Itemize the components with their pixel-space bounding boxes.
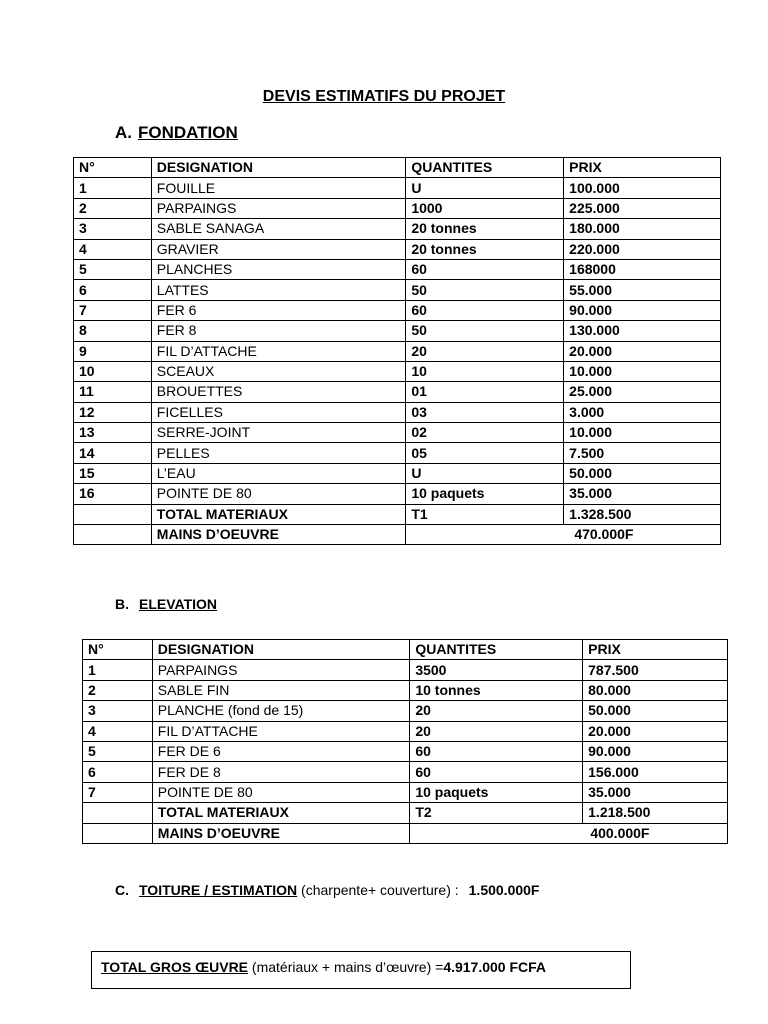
total-materials-code: T2 (410, 803, 583, 823)
table-row (83, 741, 728, 761)
row-number: 15 (74, 463, 152, 483)
section-c-heading (115, 882, 539, 898)
row-number: 1 (74, 178, 152, 198)
price-cell: 7.500 (564, 443, 721, 463)
table-row (74, 341, 721, 361)
designation-cell: FOUILLE (151, 178, 406, 198)
price-cell: 220.000 (564, 239, 721, 259)
row-number: 16 (74, 484, 152, 504)
column-header: QUANTITES (410, 640, 583, 660)
designation-cell: SABLE SANAGA (151, 219, 406, 239)
price-cell: 35.000 (583, 782, 728, 802)
designation-cell: SERRE-JOINT (151, 423, 406, 443)
quantity-cell: 60 (410, 762, 583, 782)
labor-value: 400.000F (410, 823, 728, 843)
total-materials-label: TOTAL MATERIAUX (152, 803, 410, 823)
designation-cell: POINTE DE 80 (152, 782, 410, 802)
table-row (74, 280, 721, 300)
section-c-label: TOITURE / ESTIMATION (139, 882, 298, 898)
designation-cell: FER DE 6 (152, 741, 410, 761)
quantity-cell: 20 tonnes (406, 239, 564, 259)
designation-cell: PELLES (151, 443, 406, 463)
quantity-cell: 10 paquets (410, 782, 583, 802)
table-row (74, 484, 721, 504)
column-header: N° (83, 640, 153, 660)
price-cell: 50.000 (583, 701, 728, 721)
row-number: 3 (83, 701, 153, 721)
price-cell: 130.000 (564, 321, 721, 341)
grand-total-box (91, 951, 631, 989)
column-header: N° (74, 158, 152, 178)
row-number: 9 (74, 341, 152, 361)
price-cell: 80.000 (583, 680, 728, 700)
grand-total-label: TOTAL GROS ŒUVRE (101, 959, 249, 975)
elevation-table-body (83, 640, 728, 844)
document-title: DEVIS ESTIMATIFS DU PROJET (262, 88, 506, 105)
quantity-cell: U (406, 463, 564, 483)
quantity-cell: 20 (410, 721, 583, 741)
quantity-cell: 20 (410, 701, 583, 721)
price-cell: 225.000 (564, 198, 721, 218)
empty-cell (83, 803, 153, 823)
quantity-cell: 1000 (406, 198, 564, 218)
price-cell: 180.000 (564, 219, 721, 239)
section-c-value: 1.500.000F (468, 882, 540, 898)
elevation-table (82, 639, 728, 844)
row-number: 13 (74, 423, 152, 443)
price-cell: 90.000 (564, 300, 721, 320)
labor-row (74, 525, 721, 545)
table-row (83, 660, 728, 680)
row-number: 6 (83, 762, 153, 782)
designation-cell: FER DE 8 (152, 762, 410, 782)
labor-label: MAINS D’OEUVRE (152, 823, 410, 843)
price-cell: 20.000 (564, 341, 721, 361)
labor-label: MAINS D’OEUVRE (151, 525, 406, 545)
table-row (83, 701, 728, 721)
empty-cell (74, 504, 152, 524)
fondation-table (73, 157, 721, 545)
quantity-cell: 20 tonnes (406, 219, 564, 239)
section-a-label: FONDATION (138, 123, 238, 142)
column-header: PRIX (564, 158, 721, 178)
designation-cell: BROUETTES (151, 382, 406, 402)
price-cell: 25.000 (564, 382, 721, 402)
price-cell: 168000 (564, 259, 721, 279)
price-cell: 10.000 (564, 423, 721, 443)
empty-cell (83, 823, 153, 843)
designation-cell: PLANCHES (151, 259, 406, 279)
designation-cell: SABLE FIN (152, 680, 410, 700)
table-row (74, 321, 721, 341)
designation-cell: PARPAINGS (152, 660, 410, 680)
price-cell: 20.000 (583, 721, 728, 741)
row-number: 12 (74, 402, 152, 422)
row-number: 7 (74, 300, 152, 320)
price-cell: 50.000 (564, 463, 721, 483)
quantity-cell: 20 (406, 341, 564, 361)
quantity-cell: 10 (406, 361, 564, 381)
designation-cell: FER 6 (151, 300, 406, 320)
table-row (74, 382, 721, 402)
column-header: QUANTITES (406, 158, 564, 178)
row-number: 5 (74, 259, 152, 279)
quantity-cell: 3500 (410, 660, 583, 680)
section-b-heading (115, 596, 217, 612)
quantity-cell: 10 tonnes (410, 680, 583, 700)
table-row (74, 300, 721, 320)
row-number: 10 (74, 361, 152, 381)
price-cell: 10.000 (564, 361, 721, 381)
table-row (74, 423, 721, 443)
price-cell: 787.500 (583, 660, 728, 680)
quantity-cell: U (406, 178, 564, 198)
table-header-row (83, 640, 728, 660)
section-b-label: ELEVATION (139, 596, 218, 612)
designation-cell: PARPAINGS (151, 198, 406, 218)
row-number: 2 (83, 680, 153, 700)
section-b-letter: B. (115, 596, 129, 612)
quantity-cell: 60 (406, 300, 564, 320)
table-row (74, 463, 721, 483)
designation-cell: PLANCHE (fond de 15) (152, 701, 410, 721)
quantity-cell: 60 (406, 259, 564, 279)
row-number: 8 (74, 321, 152, 341)
row-number: 4 (83, 721, 153, 741)
price-cell: 100.000 (564, 178, 721, 198)
grand-total-detail: (matériaux + mains d’œuvre) = (251, 959, 444, 975)
table-row (74, 443, 721, 463)
table-row (74, 259, 721, 279)
section-a-heading (115, 123, 238, 143)
total-materials-row (83, 803, 728, 823)
table-row (74, 219, 721, 239)
empty-cell (74, 525, 152, 545)
quantity-cell: 05 (406, 443, 564, 463)
designation-cell: SCEAUX (151, 361, 406, 381)
table-row (74, 178, 721, 198)
row-number: 5 (83, 741, 153, 761)
row-number: 2 (74, 198, 152, 218)
table-header-row (74, 158, 721, 178)
row-number: 7 (83, 782, 153, 802)
quantity-cell: 03 (406, 402, 564, 422)
designation-cell: LATTES (151, 280, 406, 300)
price-cell: 3.000 (564, 402, 721, 422)
quantity-cell: 60 (410, 741, 583, 761)
quantity-cell: 50 (406, 280, 564, 300)
total-materials-label: TOTAL MATERIAUX (151, 504, 406, 524)
labor-row (83, 823, 728, 843)
section-c-letter: C. (115, 882, 129, 898)
fondation-table-body (74, 158, 721, 545)
designation-cell: FICELLES (151, 402, 406, 422)
quantity-cell: 02 (406, 423, 564, 443)
total-materials-code: T1 (406, 504, 564, 524)
designation-cell: FIL D’ATTACHE (152, 721, 410, 741)
row-number: 6 (74, 280, 152, 300)
quantity-cell: 01 (406, 382, 564, 402)
price-cell: 35.000 (564, 484, 721, 504)
total-materials-value: 1.218.500 (583, 803, 728, 823)
quantity-cell: 50 (406, 321, 564, 341)
row-number: 11 (74, 382, 152, 402)
grand-total-value: 4.917.000 FCFA (443, 959, 547, 975)
price-cell: 90.000 (583, 741, 728, 761)
table-row (83, 721, 728, 741)
labor-value: 470.000F (406, 525, 721, 545)
column-header: DESIGNATION (152, 640, 410, 660)
row-number: 14 (74, 443, 152, 463)
section-c-detail: (charpente+ couverture) : (301, 882, 459, 898)
designation-cell: FIL D’ATTACHE (151, 341, 406, 361)
designation-cell: POINTE DE 80 (151, 484, 406, 504)
designation-cell: L’EAU (151, 463, 406, 483)
quantity-cell: 10 paquets (406, 484, 564, 504)
row-number: 1 (83, 660, 153, 680)
section-a-letter: A. (115, 123, 132, 142)
total-materials-value: 1.328.500 (564, 504, 721, 524)
table-row (74, 239, 721, 259)
table-row (83, 762, 728, 782)
price-cell: 156.000 (583, 762, 728, 782)
row-number: 3 (74, 219, 152, 239)
row-number: 4 (74, 239, 152, 259)
table-row (74, 361, 721, 381)
column-header: PRIX (583, 640, 728, 660)
column-header: DESIGNATION (151, 158, 406, 178)
designation-cell: FER 8 (151, 321, 406, 341)
total-materials-row (74, 504, 721, 524)
table-row (74, 402, 721, 422)
table-row (74, 198, 721, 218)
table-row (83, 782, 728, 802)
designation-cell: GRAVIER (151, 239, 406, 259)
price-cell: 55.000 (564, 280, 721, 300)
table-row (83, 680, 728, 700)
